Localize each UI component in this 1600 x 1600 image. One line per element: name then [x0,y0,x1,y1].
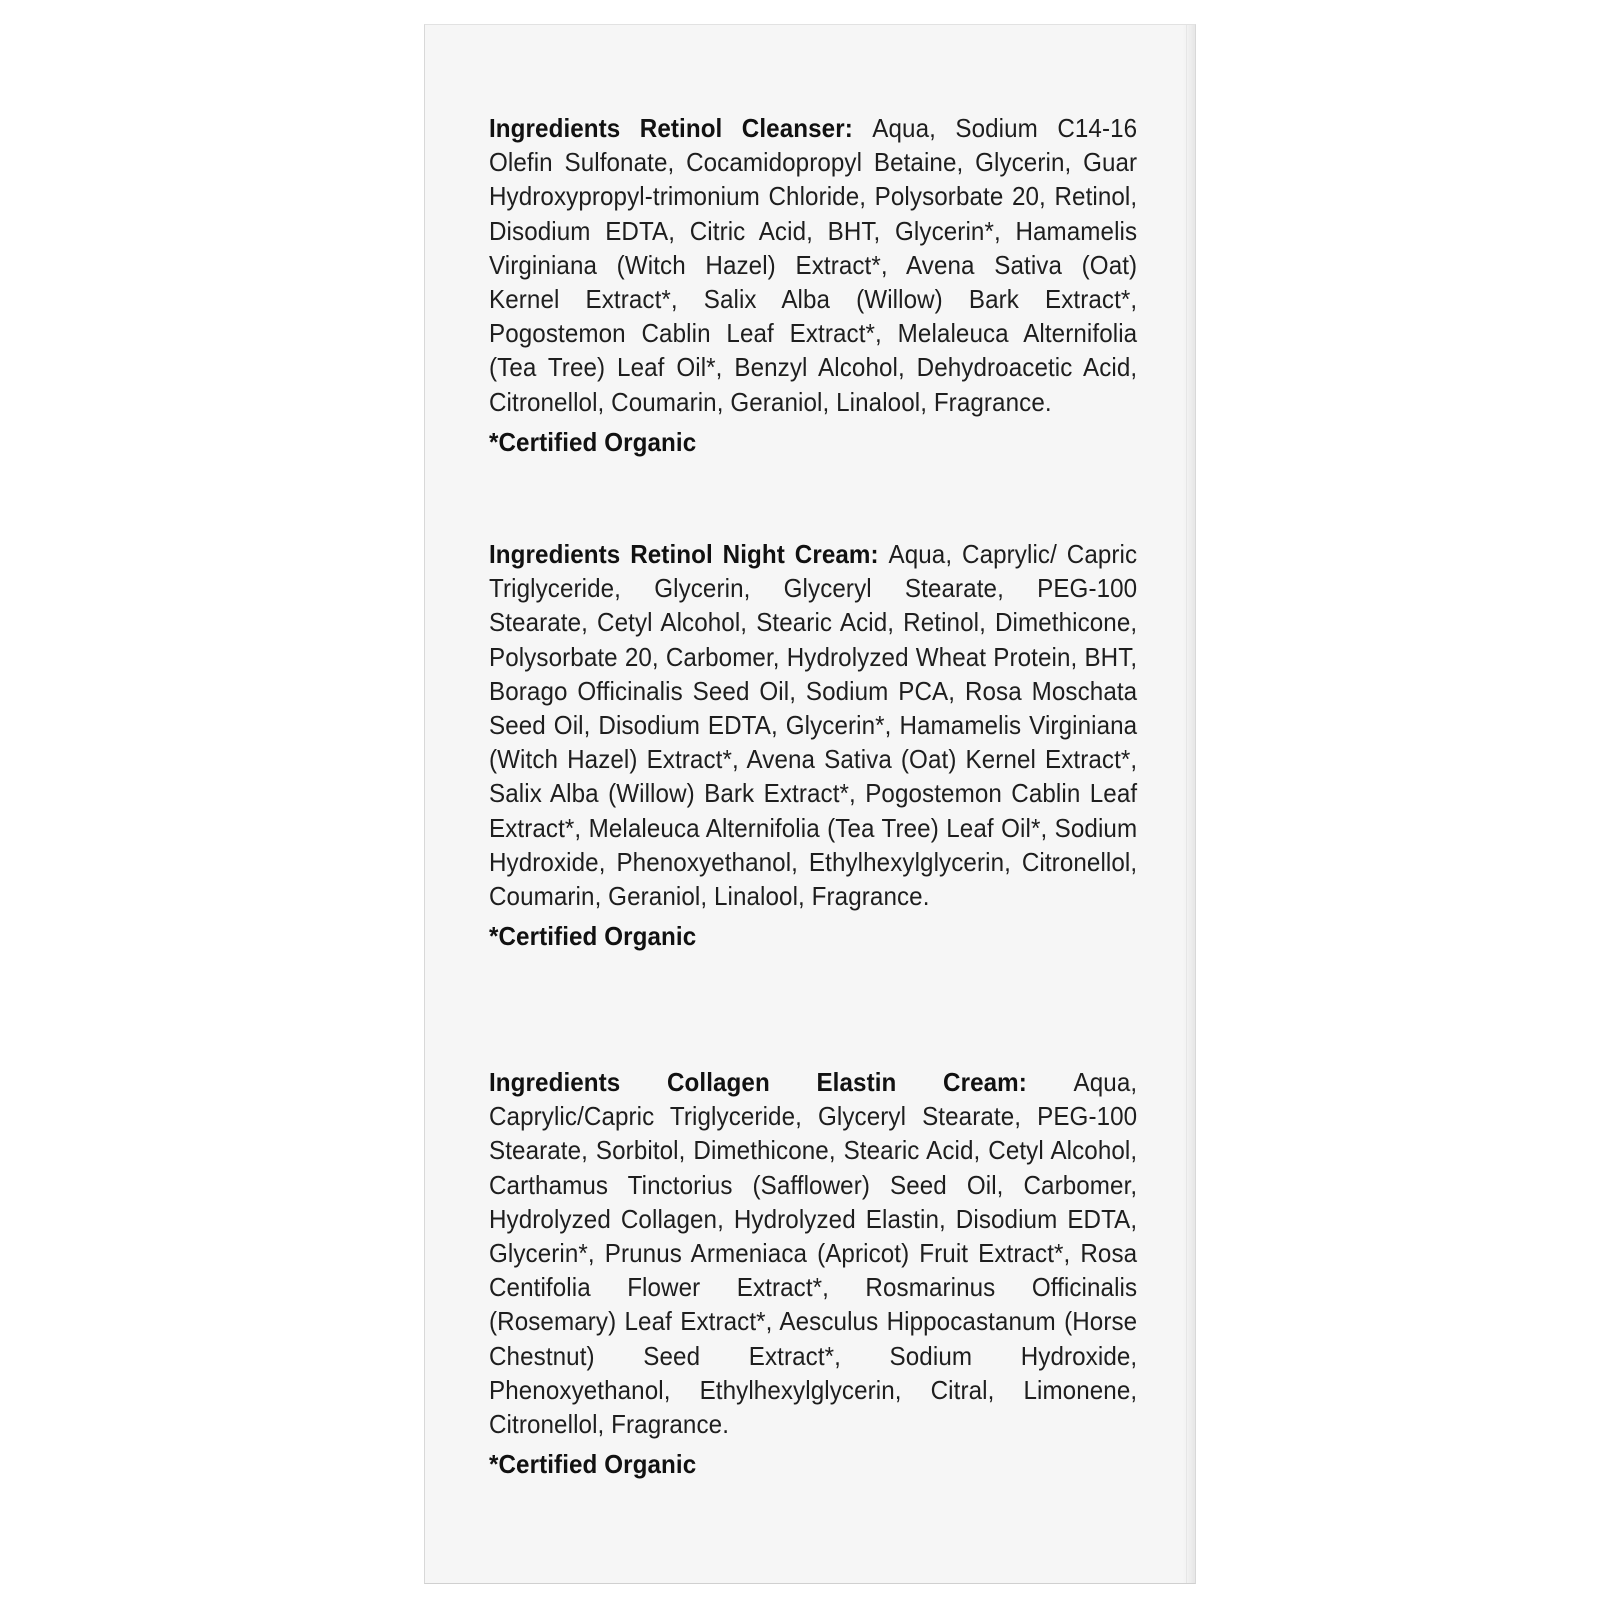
section-heading: Ingredients Collagen Elastin Cream: [489,1067,1074,1097]
ingredient-list: Aqua, Caprylic/ Capric Triglyceride, Glycerin, Glyceryl Stearate, PEG-100 Stearate, Cetyl Alcohol, Stearic Acid, Retinol, Dimethicone, Polysorbate 20, Carbomer, Hydrolyzed Wheat Protein, BHT, Borago Officinalis Seed Oil, Sodium PCA, Rosa Moschata Seed Oil, Disodium EDTA, Glycerin*, Hamamelis Virginiana (Witch Hazel) Extract*, Avena Sativa (Oat) Kernel Extract*, Salix Alba (Willow) Bark Extract*, Pogostemon Cablin Leaf Extract*, Melaleuca Alternifolia (Tea Tree) Leaf Oil*, Sodium Hydroxide, Phenoxyethanol, Ethylhexylglycerin, Citronellol, Coumarin, Geraniol, Linalool, Fragrance. [489,539,1138,912]
retinol-cleanser-ingredients [489,111,1138,459]
collagen-elastin-cream-ingredients [489,1065,1138,1481]
ingredients-panel [424,24,1196,1584]
certified-organic-note: *Certified Organic [489,921,697,952]
section-heading: Ingredients Retinol Cleanser: [489,113,873,143]
ingredient-list: Aqua, Sodium C14-16 Olefin Sulfonate, Cocamidopropyl Betaine, Glycerin, Guar Hydroxypropyl-trimonium Chloride, Polysorbate 20, Retinol, Disodium EDTA, Citric Acid, BHT, Glycerin*, Hamamelis Virginiana (Witch Hazel) Extract*, Avena Sativa (Oat) Kernel Extract*, Salix Alba (Willow) Bark Extract*, Pogostemon Cablin Leaf Extract*, Melaleuca Alternifolia (Tea Tree) Leaf Oil*, Benzyl Alcohol, Dehydroacetic Acid, Citronellol, Coumarin, Geraniol, Linalool, Fragrance. [489,113,1138,417]
ingredient-list: Aqua, Caprylic/Capric Triglyceride, Glyceryl Stearate, PEG-100 Stearate, Sorbitol, Dimethicone, Stearic Acid, Cetyl Alcohol, Carthamus Tinctorius (Safflower) Seed Oil, Carbomer, Hydrolyzed Collagen, Hydrolyzed Elastin, Disodium EDTA, Glycerin*, Prunus Armeniaca (Apricot) Fruit Extract*, Rosa Centifolia Flower Extract*, Rosmarinus Officinalis (Rosemary) Leaf Extract*, Aesculus Hippocastanum (Horse Chestnut) Seed Extract*, Sodium Hydroxide, Phenoxyethanol, Ethylhexylglycerin, Citral, Limonene, Citronellol, Fragrance. [489,1067,1138,1440]
retinol-night-cream-ingredients [489,537,1138,953]
panel-fold-line [1186,25,1187,1583]
section-heading: Ingredients Retinol Night Cream: [489,539,889,569]
certified-organic-note: *Certified Organic [489,1449,697,1480]
certified-organic-note: *Certified Organic [489,426,697,457]
